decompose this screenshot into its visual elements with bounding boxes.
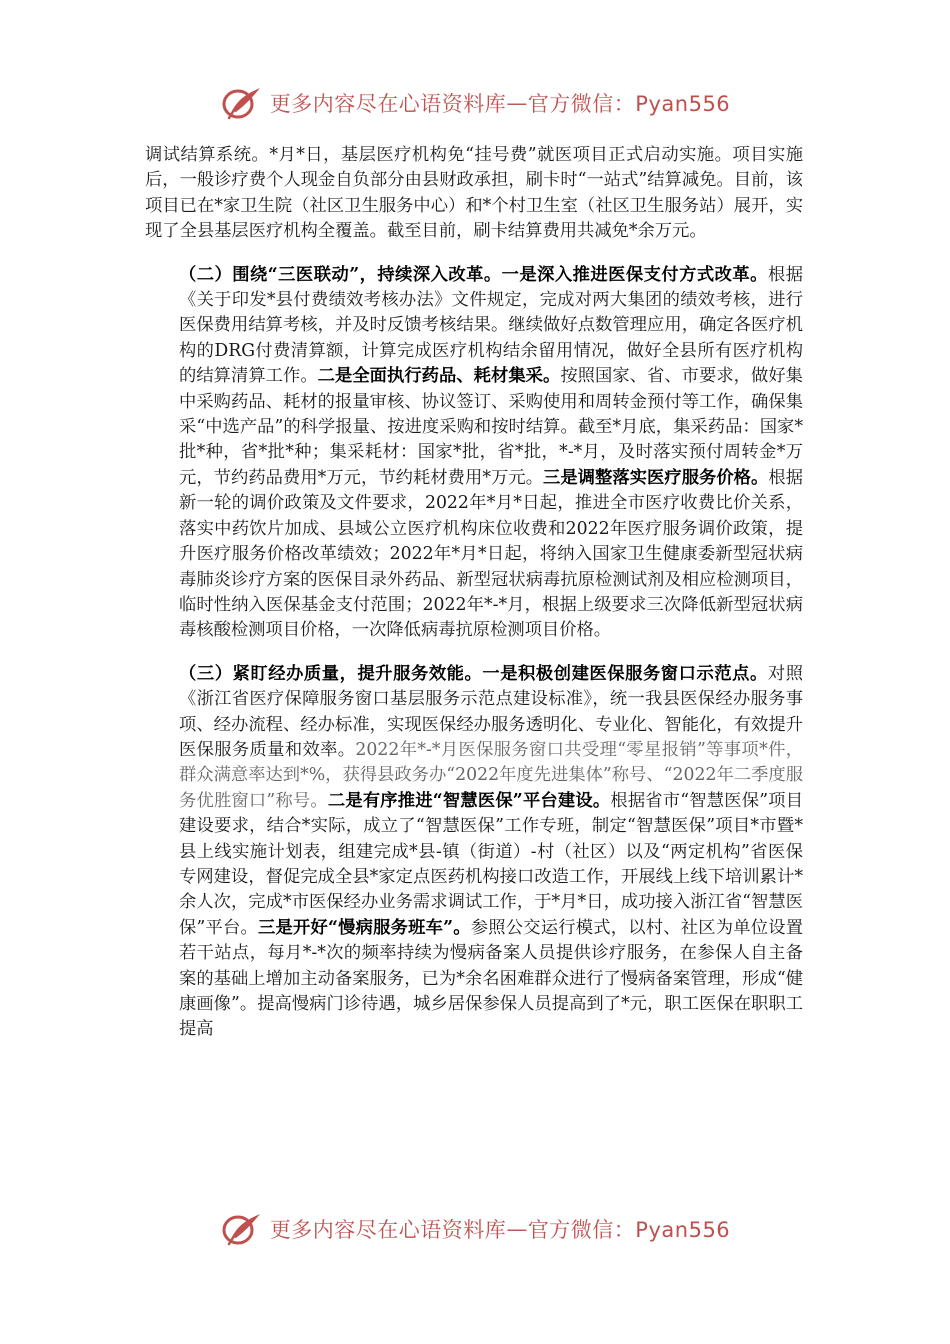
text-run: 参照公交运行模式，以村、社区为单位设置若干站点，每月*-*次的频率持续为慢病备案人员提供诊疗服务，在参保人自主备案的基础上增加主动备案服务，已为*余名困难群众进行了慢病备案管理，形成“健康画像”。提高慢病门诊待遇，城乡居保参保人员提高到了*元，职工医保在职职工提高	[179, 917, 803, 1040]
bold-heading-run: 三是调整落实医疗服务价格。	[543, 467, 769, 488]
text-run: 2022年*-*月医保服务窗口共受理“零星报销”等事项*件，群众满意率达到*%，获得县政务办“2022年度先进集体”称号、“2022年二季度服务优胜窗口”称号。	[179, 739, 803, 811]
text-run: 根据《关于印发*县付费绩效考核办法》文件规定，完成对两大集团的绩效考核，进行医保费用结算考核，并及时反馈考核结果。继续做好点数管理应用，确定各医疗机构的DRG付费清算额，计算完成医疗机构结余留用情况，做好全县所有医疗机构的结算清算工作。	[179, 264, 803, 387]
paragraph-section-two	[145, 263, 803, 644]
bold-heading-run: 三是开好“慢病服务班车”。	[258, 917, 471, 938]
bold-heading-run: （二）围绕“三医联动”，持续深入改革。一是深入推进医保支付方式改革。	[179, 264, 768, 285]
watermark-header	[0, 78, 950, 128]
watermark-text: 更多内容尽在心语资料库	[269, 92, 507, 116]
quill-logo-icon	[220, 1211, 264, 1247]
quill-logo-icon	[220, 85, 264, 121]
paragraph-section-three	[145, 662, 803, 1043]
text-run: 根据省市“智慧医保”项目建设要求，结合*实际，成立了“智慧医保”工作专班，制定“智慧医保”项目*市暨*县上线实施计划表，组建完成*县-镇（街道）-村（社区）以及“两定机构”省医保专网建设，督促完成全县*家定点医药机构接口改造工作，开展线上线下培训累计*余人次，完成*市医保经办业务需求调试工作，于*月*日，成功接入浙江省“智慧医保”平台。	[179, 790, 804, 938]
paragraph-continuation	[145, 143, 803, 245]
watermark-text: 更多内容尽在心语资料库	[269, 1218, 507, 1242]
text-run: 调试结算系统。*月*日，基层医疗机构免“挂号费”就医项目正式启动实施。项目实施后，一般诊疗费个人现金自负部分由县财政承担，刷卡时“一站式”结算减免。目前，该项目已在*家卫生院（社区卫生服务中心）和*个村卫生室（社区卫生服务站）展开，实现了全县基层医疗机构全覆盖。截至目前，刷卡结算费用共减免*余万元。	[145, 145, 803, 242]
bold-heading-run: （三）紧盯经办质量，提升服务效能。一是积极创建医保服务窗口示范点。	[179, 663, 768, 684]
bold-heading-run: 二是全面执行药品、耗材集采。	[317, 366, 561, 387]
text-run: 对照《浙江省医疗保障服务窗口基层服务示范点建设标准》，统一我县医保经办服务事项、经办流程、经办标准，实现医保经办服务透明化、专业化、智能化，有效提升医保服务质量和效率。	[179, 663, 803, 760]
watermark-footer	[0, 1204, 950, 1254]
document-body	[145, 143, 803, 1043]
bold-heading-run: 二是有序推进“智慧医保”平台建设。	[327, 790, 611, 811]
watermark-contact: 官方微信：Pyan556	[527, 92, 731, 116]
watermark-separator: —	[506, 91, 528, 115]
text-run: 按照国家、省、市要求，做好集中采购药品、耗材的报量审核、协议签订、采购使用和周转金预付等工作，确保集采“中选产品”的科学报量、按进度采购和按时结算。截至*月底，集采药品：国家*批*种，省*批*种；集采耗材：国家*批，省*批，*-*月，及时落实预付周转金*万元，节约药品费用*万元，节约耗材费用*万元。	[179, 366, 803, 488]
watermark-separator: —	[506, 1217, 528, 1241]
watermark-contact: 官方微信：Pyan556	[527, 1218, 731, 1242]
text-run: 根据新一轮的调价政策及文件要求，2022年*月*日起，推进全市医疗收费比价关系，落实中药饮片加成、县域公立医疗机构床位收费和2022年医疗服务调价政策，提升医疗服务价格改革绩效；2022年*月*日起，将纳入国家卫生健康委新型冠状病毒肺炎诊疗方案的医保目录外药品、新型冠状病毒抗原检测试剂及相应检测项目，临时性纳入医保基金支付范围；2022年*-*月，根据上级要求三次降低新型冠状病毒核酸检测项目价格，一次降低病毒抗原检测项目价格。	[179, 467, 803, 641]
